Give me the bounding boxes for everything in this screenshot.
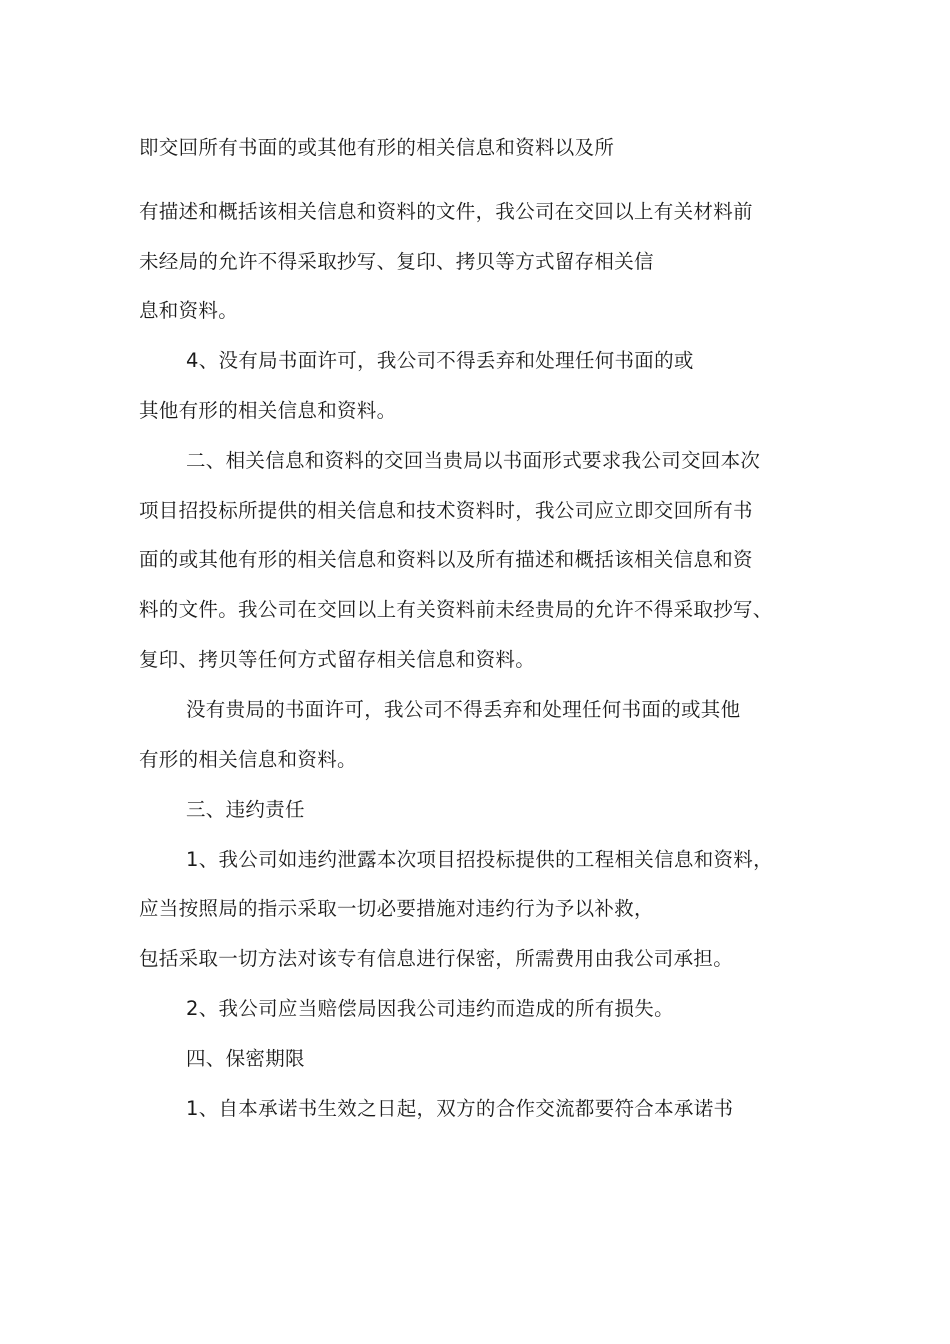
text-line: 1、自本承诺书生效之日起，双方的合作交流都要符合本承诺书 xyxy=(186,1097,734,1120)
text-line: 料的文件。我公司在交回以上有关资料前未经贵局的允许不得采取抄写、 xyxy=(139,598,773,621)
text-line: 即交回所有书面的或其他有形的相关信息和资料以及所 xyxy=(139,136,615,159)
text-line: 项目招投标所提供的相关信息和技术资料时，我公司应立即交回所有书 xyxy=(139,499,753,522)
text-line: 应当按照局的指示采取一切必要措施对违约行为予以补救， xyxy=(139,897,654,920)
text-line: 没有贵局的书面许可，我公司不得丢弃和处理任何书面的或其他 xyxy=(186,698,741,721)
text-line: 面的或其他有形的相关信息和资料以及所有描述和概括该相关信息和资 xyxy=(139,548,753,571)
text-line: 4、没有局书面许可，我公司不得丢弃和处理任何书面的或 xyxy=(186,349,694,372)
section-heading: 三、违约责任 xyxy=(186,798,305,821)
text-line: 有形的相关信息和资料。 xyxy=(139,748,357,771)
text-line: 有描述和概括该相关信息和资料的文件，我公司在交回以上有关材料前 xyxy=(139,200,753,223)
text-line: 包括采取一切方法对该专有信息进行保密，所需费用由我公司承担。 xyxy=(139,947,734,970)
text-line: 2、我公司应当赔偿局因我公司违约而造成的所有损失。 xyxy=(186,997,674,1020)
text-line: 未经局的允许不得采取抄写、复印、拷贝等方式留存相关信 xyxy=(139,250,654,273)
text-line: 其他有形的相关信息和资料。 xyxy=(139,399,397,422)
text-line: 1、我公司如违约泄露本次项目招投标提供的工程相关信息和资料， xyxy=(186,848,773,871)
text-line: 息和资料。 xyxy=(139,299,239,322)
text-line: 复印、拷贝等任何方式留存相关信息和资料。 xyxy=(139,648,536,671)
section-heading: 四、保密期限 xyxy=(186,1047,305,1070)
section-heading: 二、相关信息和资料的交回当贵局以书面形式要求我公司交回本次 xyxy=(186,449,761,472)
